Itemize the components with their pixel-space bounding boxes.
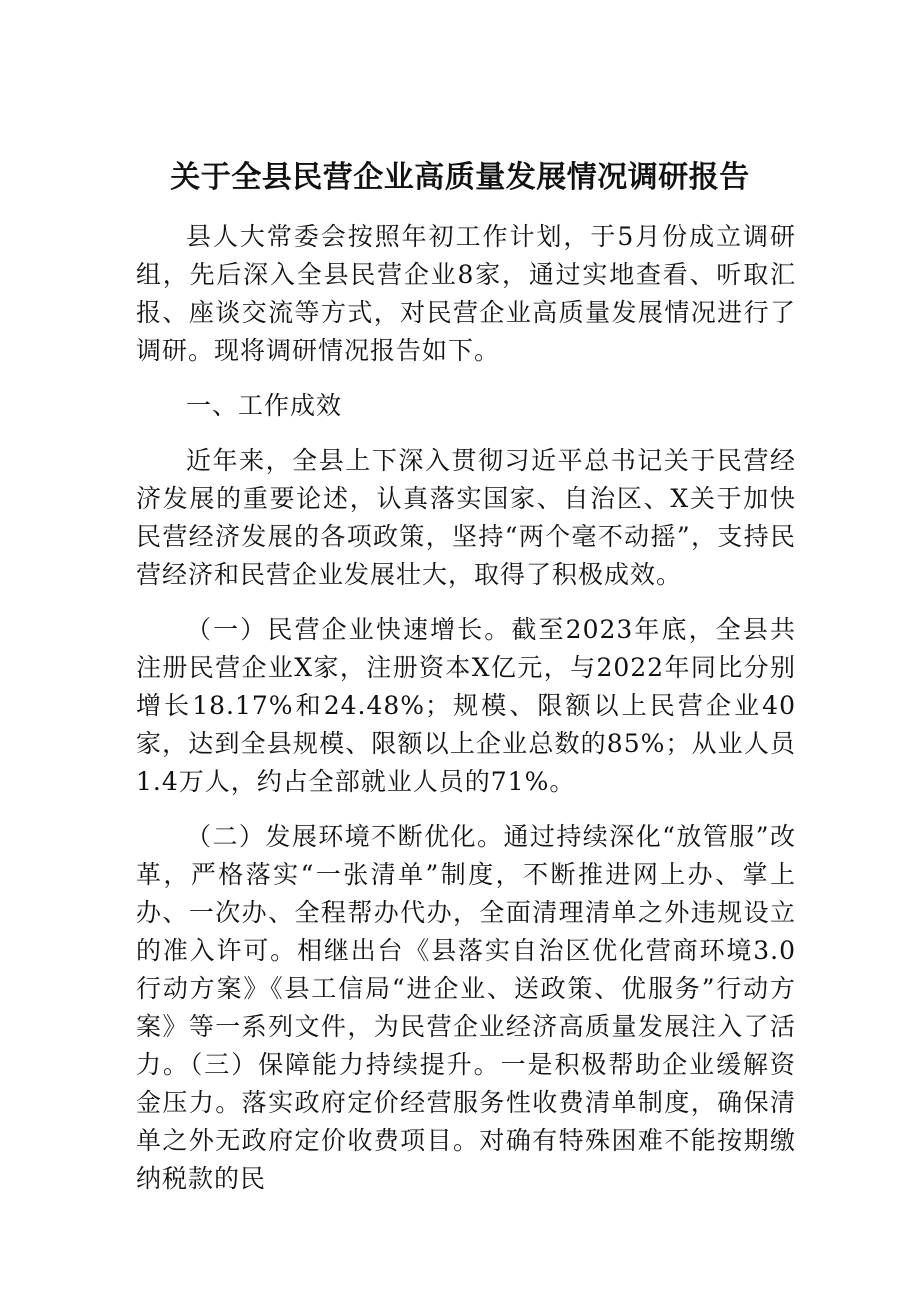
document-body bbox=[136, 218, 796, 1198]
document-title: 关于全县民营企业高质量发展情况调研报告 bbox=[170, 160, 750, 195]
section-intro-paragraph: 近年来，全县上下深入贯彻习近平总书记关于民营经济发展的重要论述，认真落实国家、自治区、X关于加快民营经济发展的各项政策，坚持“两个毫不动摇”，支持民营经济和民营企业发展壮大，取得了积极成效。 bbox=[136, 446, 796, 589]
intro-paragraph: 县人大常委会按照年初工作计划，于5月份成立调研组，先后深入全县民营企业8家，通过实地查看、听取汇报、座谈交流等方式，对民营企业高质量发展情况进行了调研。现将调研情况报告如下。 bbox=[136, 222, 796, 365]
section-heading-work-results: 一、工作成效 bbox=[186, 391, 343, 420]
item-private-enterprise-growth: （一）民营企业快速增长。截至2023年底，全县共注册民营企业X家，注册资本X亿元，与2022年同比分别增长18.17%和24.48%；规模、限额以上民营企业40家，达到全县规模、限额以上企业总数的85%；从业人员1.4万人，约占全部就业人员的71%。 bbox=[136, 615, 796, 796]
item-environment-optimization: （二）发展环境不断优化。通过持续深化“放管服”改革，严格落实“一张清单”制度，不断推进网上办、掌上办、一次办、全程帮办代办，全面清理清单之外违规设立的准入许可。相继出台《县落实自治区优化营商环境3.0行动方案》《县工信局“进企业、送政策、优服务”行动方案》等一系列文件，为民营企业经济高质量发展注入了活力。（三）保障能力持续提升。一是积极帮助企业缓解资金压力。落实政府定价经营服务性收费清单制度，确保清单之外无政府定价收费项目。对确有特殊困难不能按期缴纳税款的民 bbox=[136, 822, 796, 1193]
